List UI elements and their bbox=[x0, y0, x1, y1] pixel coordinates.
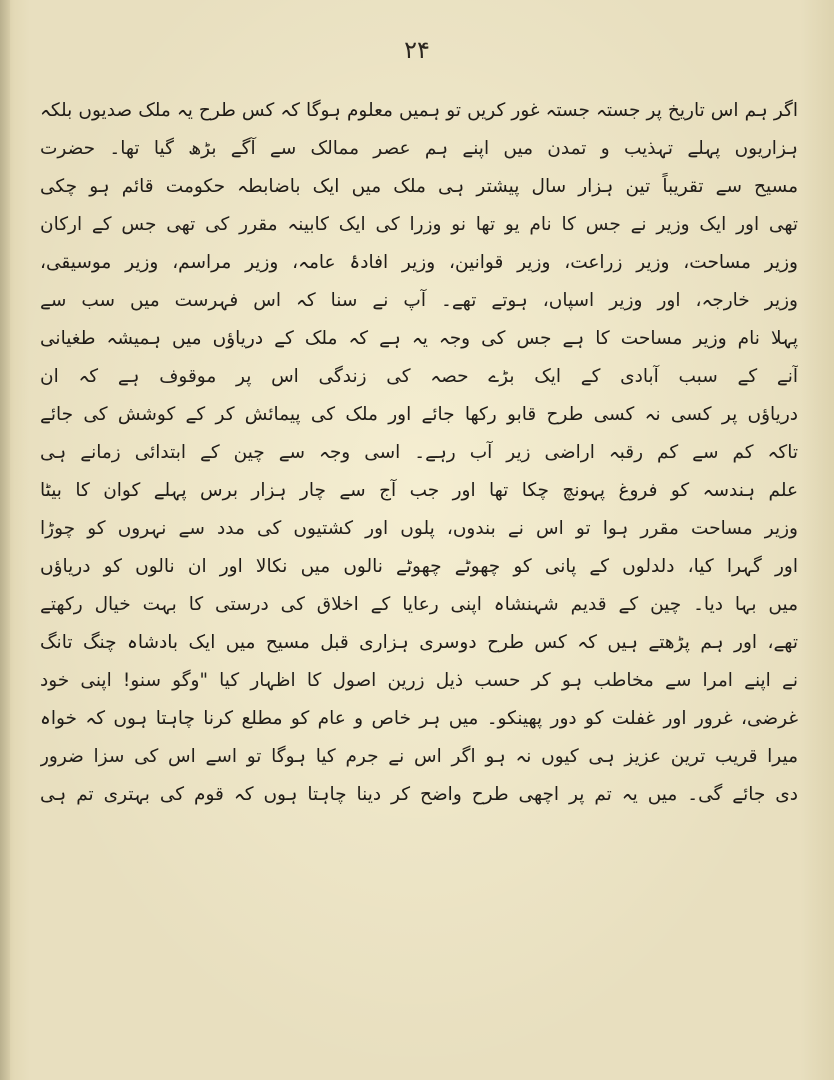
text-line: وزیر خارجہ، اور وزیر اسپاں، ہوتے تھے۔ آپ نے سنا کہ اس فہرست میں سب سے bbox=[40, 290, 798, 311]
text-line: پہلا نام وزیر مساحت کا ہے جس کی وجہ یہ ہے کہ ملک کے دریاؤں میں ہمیشہ طغیانی bbox=[40, 328, 798, 349]
text-line: وزیر مساحت مقرر ہوا تو اس نے بندوں، پلوں اور کشتیوں کی مدد سے نہروں کو چوڑا bbox=[40, 518, 798, 539]
text-line: مسیح سے تقریباً تین ہزار سال پیشتر ہی ملک میں ایک باضابطہ حکومت قائم ہو چکی bbox=[40, 176, 798, 197]
page-number: ۲۴ bbox=[404, 36, 430, 64]
text-line: دریاؤں پر کسی نہ کسی طرح قابو رکھا جائے اور ملک کی پیمائش کر کے کوشش کی جائے bbox=[40, 404, 798, 425]
body-text bbox=[40, 92, 798, 814]
text-line: غرضی، غرور اور غفلت کو دور پھینکو۔ میں ہر خاص و عام کو مطلع کرنا چاہتا ہوں کہ خواہ bbox=[40, 708, 798, 729]
text-line: اور گہرا کیا، دلدلوں کے پانی کو چھوٹے چھوٹے نالوں میں نکالا اور ان نالوں کو دریاؤں bbox=[40, 556, 798, 577]
text-line: تاکہ کم سے کم رقبہ اراضی زیر آب رہے۔ اسی وجہ سے چین کے ابتدائی زمانے ہی bbox=[40, 442, 798, 463]
text-line: وزیر مساحت، وزیر زراعت، وزیر قوانین، وزیر افادۂ عامہ، وزیر مراسم، وزیر موسیقی، bbox=[40, 252, 798, 273]
text-line: تھے، اور ہم پڑھتے ہیں کہ کس طرح دوسری ہزاری قبل مسیح میں ایک بادشاہ چنگ تانگ bbox=[40, 632, 798, 653]
text-line: میں بہا دیا۔ چین کے قدیم شہنشاہ اپنی رعایا کے اخلاق کی درستی کا بہت خیال رکھتے bbox=[40, 594, 798, 615]
text-line: ہزاریوں پہلے تہذیب و تمدن میں اپنے ہم عصر ممالک سے آگے بڑھ گیا تھا۔ حضرت bbox=[40, 138, 798, 159]
text-line: علم ہندسہ کو فروغ پہونچ چکا تھا اور جب آج سے چار ہزار برس پہلے کوان کا بیٹا bbox=[40, 480, 798, 501]
text-line: تھی اور ایک وزیر نے جس کا نام یو تھا نو وزرا کی ایک کابینہ مقرر کی تھی جس کے ارکان bbox=[40, 214, 798, 235]
page-binding-edge bbox=[0, 0, 10, 1080]
text-line: دی جائے گی۔ میں یہ تم پر اچھی طرح واضح کر دینا چاہتا ہوں کہ قوم کی بہتری تم ہی bbox=[40, 784, 798, 805]
text-line: آنے کے سبب آبادی کے ایک بڑے حصہ کی زندگی اس پر موقوف ہے کہ ان bbox=[40, 366, 798, 387]
text-line: اگر ہم اس تاریخ پر جستہ جستہ غور کریں تو ہمیں معلوم ہوگا کہ کس طرح یہ ملک صدیوں بلکہ bbox=[40, 100, 798, 121]
text-line: نے اپنے امرا سے مخاطب ہو کر حسب ذیل زرین اصول کا اظہار کیا "وگو سنو! اپنی خود bbox=[40, 670, 798, 691]
text-line: میرا قریب ترین عزیز ہی کیوں نہ ہو اگر اس نے جرم کیا ہوگا تو اسے اس کی سزا ضرور bbox=[40, 746, 798, 767]
